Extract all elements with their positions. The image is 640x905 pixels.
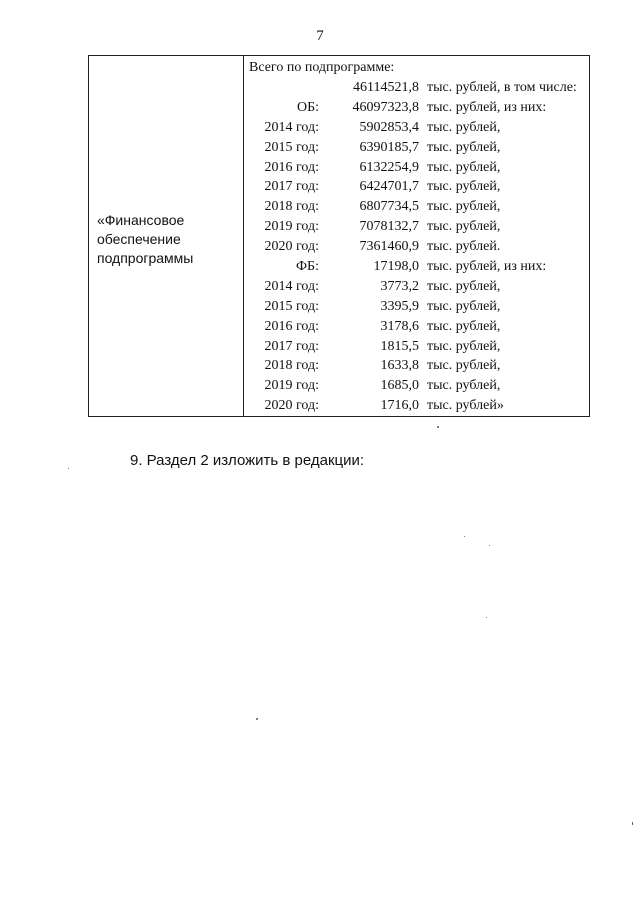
row-value: 6390185,7 xyxy=(359,139,419,155)
row-label: 2014 год: xyxy=(264,119,319,135)
paragraph-text: 9. Раздел 2 изложить в редакции: xyxy=(130,452,365,469)
scan-speck xyxy=(486,617,487,618)
row-label: 2016 год: xyxy=(264,159,319,175)
table-row xyxy=(249,356,589,376)
row-label: 2014 год: xyxy=(264,278,319,294)
table-row xyxy=(249,297,589,317)
row-unit: тыс. рублей, xyxy=(427,338,501,354)
row-value: 7078132,7 xyxy=(359,219,419,235)
row-value: 46097323,8 xyxy=(352,99,419,115)
row-unit: тыс. рублей» xyxy=(427,398,504,414)
row-value: 46114521,8 xyxy=(353,80,419,95)
scan-speck xyxy=(489,545,490,546)
row-label: 2018 год: xyxy=(264,199,319,215)
row-unit: тыс. рублей, xyxy=(427,139,501,155)
row-unit: тыс. рублей, xyxy=(427,179,501,195)
table-right-cell xyxy=(249,58,589,416)
scan-speck xyxy=(464,536,465,537)
row-unit: тыс. рублей, xyxy=(427,378,501,394)
row-unit: тыс. рублей, xyxy=(427,278,501,294)
row-value: 7361460,9 xyxy=(359,239,419,255)
table-row xyxy=(249,277,589,297)
row-value: 17198,0 xyxy=(373,259,419,275)
row-label: 2019 год: xyxy=(264,378,319,394)
table-row xyxy=(249,337,589,357)
scan-speck xyxy=(437,426,439,428)
table-row xyxy=(249,98,589,118)
row-label: 2019 год: xyxy=(264,219,319,235)
total-label: Всего по подпрограмме: xyxy=(249,60,395,75)
table-row xyxy=(249,197,589,217)
row-label: 2020 год: xyxy=(264,239,319,255)
table-left-cell xyxy=(97,211,237,268)
table-row xyxy=(249,317,589,337)
table-row xyxy=(249,217,589,237)
left-label-line: «Финансовое xyxy=(97,212,185,228)
row-unit: тыс. рублей, xyxy=(427,219,501,235)
financing-table xyxy=(88,55,590,417)
row-label: ФБ: xyxy=(296,259,319,275)
row-value: 1815,5 xyxy=(380,338,419,354)
row-value: 1685,0 xyxy=(380,378,419,394)
table-row xyxy=(249,257,589,277)
table-row xyxy=(249,138,589,158)
page-number: 7 xyxy=(316,28,324,44)
row-label: 2015 год: xyxy=(264,298,319,314)
row-value: 3178,6 xyxy=(380,318,419,334)
row-value: 1633,8 xyxy=(380,358,419,374)
table-row xyxy=(249,78,589,98)
row-label: 2017 год: xyxy=(264,179,319,195)
row-unit: тыс. рублей, xyxy=(427,119,501,135)
row-value: 3773,2 xyxy=(380,278,419,294)
table-row xyxy=(249,376,589,396)
row-unit: тыс. рублей, xyxy=(427,358,501,374)
row-unit: тыс. рублей, xyxy=(427,159,501,175)
row-label: 2016 год: xyxy=(264,318,319,334)
row-unit: тыс. рублей, из них: xyxy=(427,259,547,275)
row-value: 6132254,9 xyxy=(359,159,419,175)
row-value: 3395,9 xyxy=(380,298,419,314)
row-unit: тыс. рублей, в том числе: xyxy=(427,80,577,95)
row-label: 2018 год: xyxy=(264,358,319,374)
scan-speck xyxy=(68,468,69,469)
table-row xyxy=(249,177,589,197)
row-label: 2015 год: xyxy=(264,139,319,155)
row-unit: тыс. рублей, xyxy=(427,199,501,215)
row-label: 2020 год: xyxy=(264,398,319,414)
table-row xyxy=(249,118,589,138)
column-divider xyxy=(243,56,244,416)
row-label: 2017 год: xyxy=(264,338,319,354)
row-value: 6424701,7 xyxy=(359,179,419,195)
table-row xyxy=(249,158,589,178)
row-value: 1716,0 xyxy=(380,398,419,414)
row-value: 5902853,4 xyxy=(359,119,419,135)
row-unit: тыс. рублей, xyxy=(427,298,501,314)
scan-speck xyxy=(632,822,633,825)
table-row xyxy=(249,396,589,416)
row-unit: тыс. рублей, из них: xyxy=(427,99,547,115)
row-unit: тыс. рублей, xyxy=(427,318,501,334)
row-label: ОБ: xyxy=(296,99,319,115)
table-row xyxy=(249,237,589,257)
left-label-line: обеспечение xyxy=(97,231,181,247)
row-unit: тыс. рублей. xyxy=(427,239,501,255)
row-value: 6807734,5 xyxy=(359,199,419,215)
left-label-line: подпрограммы xyxy=(97,250,194,266)
scan-speck xyxy=(256,718,258,720)
